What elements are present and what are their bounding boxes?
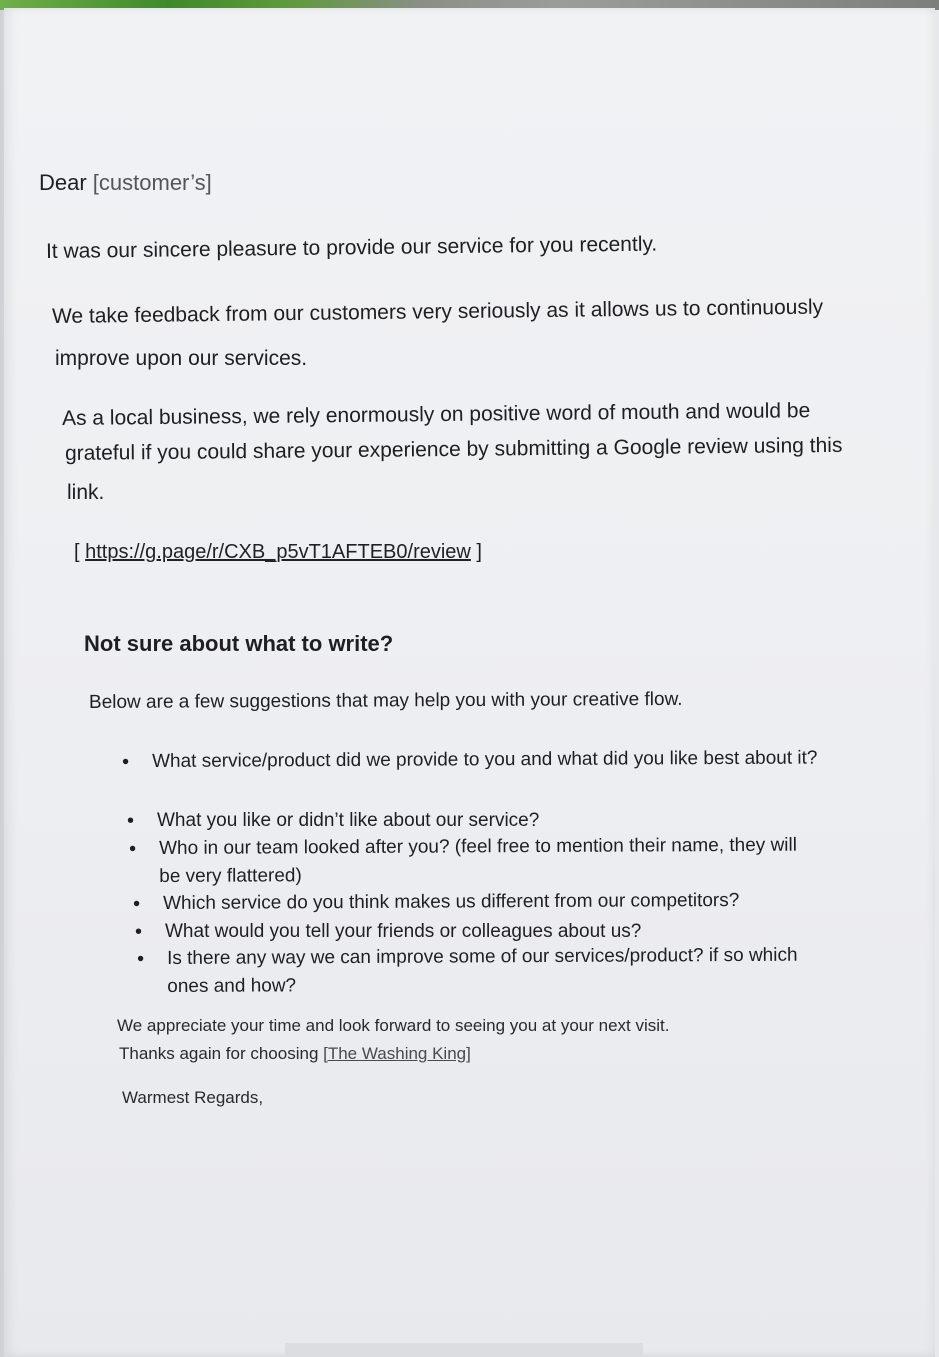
- section-heading: Not sure about what to write?: [84, 631, 394, 656]
- signoff: Warmest Regards,: [122, 1088, 264, 1107]
- suggestion-item: • Is there any way we can improve some of our services/product? if so which ones and how?: [167, 942, 802, 1001]
- google-review-link[interactable]: https://g.page/r/CXB_p5vT1AFTEB0/review: [85, 541, 471, 563]
- paragraph-pleasure: It was our sincere pleasure to provide our service for you recently.: [45, 232, 658, 263]
- paragraph-review-request-line1: As a local business, we rely enormously on positive word of mouth and would be: [61, 399, 811, 430]
- suggestion-item: • What would you tell your friends or colleagues about us?: [165, 918, 815, 946]
- closing-thanks: [119, 1045, 471, 1062]
- company-name: [The Washing King]: [323, 1044, 471, 1063]
- customer-placeholder: [customer’s]: [92, 170, 212, 195]
- suggestion-item: • What you like or didn’t like about our service?: [157, 807, 817, 835]
- suggestion-item: • Who in our team looked after you? (feel free to mention their name, they will be very flattered): [159, 832, 814, 891]
- paragraph-feedback-line2: improve upon our services.: [55, 347, 308, 370]
- closing-thanks-prefix: Thanks again for choosing: [119, 1044, 324, 1063]
- paragraph-review-request-line3: link.: [67, 481, 105, 504]
- link-open-bracket: [: [74, 541, 86, 563]
- paragraph-feedback-line1: We take feedback from our customers very seriously as it allows us to continuously: [51, 295, 824, 328]
- greeting-prefix: Dear: [39, 170, 93, 195]
- suggestion-item: • What service/product did we provide to you and what did you like best about it?: [152, 744, 822, 776]
- link-close-bracket: ]: [470, 541, 482, 563]
- suggestion-item: • Which service do you think makes us different from our competitors?: [163, 887, 813, 918]
- suggestions-intro: Below are a few suggestions that may help you with your creative flow.: [88, 688, 683, 713]
- closing-appreciation: We appreciate your time and look forward to seeing you at your next visit.: [117, 1016, 670, 1035]
- paragraph-review-request-line2: grateful if you could share your experience by submitting a Google review using this: [64, 433, 843, 465]
